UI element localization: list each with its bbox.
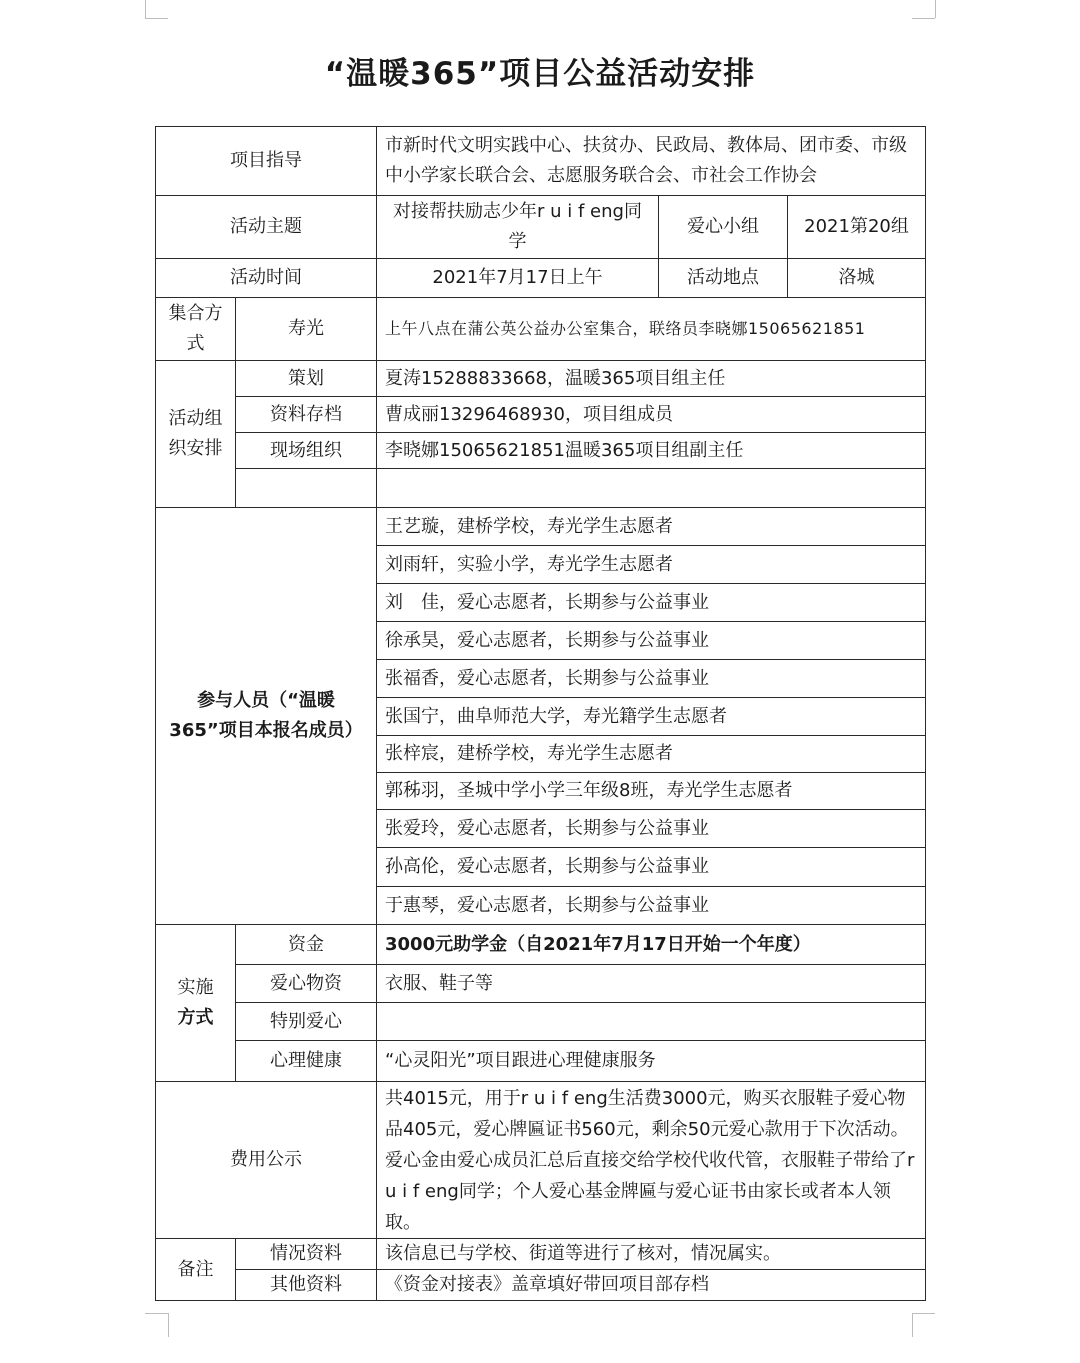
group-value: 2021第20组	[788, 196, 926, 259]
guidance-value: 市新时代文明实践中心、扶贫办、民政局、教体局、团市委、市级中小学家长联合会、志愿服务联合会、市社会工作协会	[377, 127, 926, 196]
implementation-item: 特别爱心	[236, 1003, 377, 1041]
implementation-item: 资金	[236, 925, 377, 965]
org-row	[156, 469, 926, 508]
org-role: 策划	[236, 361, 377, 397]
organization-label: 活动组织安排	[156, 361, 236, 508]
theme-value: 对接帮扶励志少年r u i f eng同学	[377, 196, 659, 259]
org-value: 李晓娜15065621851温暖365项目组副主任	[377, 433, 926, 469]
org-role: 资料存档	[236, 397, 377, 433]
org-role	[236, 469, 377, 508]
org-row	[156, 433, 926, 469]
time-label: 活动时间	[156, 259, 377, 298]
crop-mark-bottom-left	[168, 1313, 169, 1337]
participant-item: 张爱玲，爱心志愿者，长期参与公益事业	[377, 810, 926, 848]
remarks-label: 备注	[156, 1239, 236, 1301]
document-title: “温暖365”项目公益活动安排	[324, 56, 756, 92]
implementation-row	[156, 1041, 926, 1082]
implementation-label-line2: 方式	[177, 1007, 214, 1028]
implementation-value: “心灵阳光”项目跟进心理健康服务	[377, 1041, 926, 1082]
org-row	[156, 397, 926, 433]
implementation-value: 衣服、鞋子等	[377, 965, 926, 1003]
implementation-item: 心理健康	[236, 1041, 377, 1082]
implementation-row	[156, 965, 926, 1003]
gathering-row	[156, 298, 926, 361]
participant-item: 刘雨轩，实验小学，寿光学生志愿者	[377, 546, 926, 584]
participant-item: 张福香，爱心志愿者，长期参与公益事业	[377, 660, 926, 698]
expense-row	[156, 1082, 926, 1239]
remarks-row	[156, 1270, 926, 1301]
remarks-item: 情况资料	[236, 1239, 377, 1270]
org-value	[377, 469, 926, 508]
implementation-label-line1: 实施	[177, 977, 214, 998]
crop-mark-top-right	[935, 0, 936, 18]
crop-mark-bottom-right	[912, 1313, 935, 1314]
gathering-label: 集合方式	[156, 298, 236, 361]
place-label: 活动地点	[659, 259, 788, 298]
crop-mark-top-left	[145, 0, 146, 18]
participant-item: 张梓宸，建桥学校，寿光学生志愿者	[377, 736, 926, 773]
remarks-value: 该信息已与学校、街道等进行了核对，情况属实。	[377, 1239, 926, 1270]
implementation-row	[156, 1003, 926, 1041]
implementation-row	[156, 925, 926, 965]
guidance-row	[156, 127, 926, 196]
remarks-item: 其他资料	[236, 1270, 377, 1301]
participant-item: 张国宁，曲阜师范大学，寿光籍学生志愿者	[377, 698, 926, 736]
implementation-value: 3000元助学金（自2021年7月17日开始一个年度）	[377, 925, 926, 965]
participant-item: 孙高伦，爱心志愿者，长期参与公益事业	[377, 848, 926, 887]
org-row	[156, 361, 926, 397]
remarks-row	[156, 1239, 926, 1270]
implementation-item: 爱心物资	[236, 965, 377, 1003]
participant-item: 王艺璇，建桥学校，寿光学生志愿者	[377, 508, 926, 546]
participant-item: 徐承昊，爱心志愿者，长期参与公益事业	[377, 622, 926, 660]
crop-mark-top-left	[145, 18, 168, 19]
expense-label: 费用公示	[156, 1082, 377, 1239]
implementation-label	[156, 925, 236, 1082]
time-row	[156, 259, 926, 298]
participants-label: 参与人员（“温暖365”项目本报名成员）	[156, 508, 377, 925]
implementation-value	[377, 1003, 926, 1041]
participant-item: 于惠琴，爱心志愿者，长期参与公益事业	[377, 887, 926, 925]
group-label: 爱心小组	[659, 196, 788, 259]
org-value: 夏涛15288833668，温暖365项目组主任	[377, 361, 926, 397]
theme-row	[156, 196, 926, 259]
remarks-value: 《资金对接表》盖章填好带回项目部存档	[377, 1270, 926, 1301]
place-value: 洛城	[788, 259, 926, 298]
gathering-sublabel: 寿光	[236, 298, 377, 361]
participant-item: 郭秭羽，圣城中学小学三年级8班，寿光学生志愿者	[377, 773, 926, 810]
org-value: 曹成丽13296468930，项目组成员	[377, 397, 926, 433]
guidance-label: 项目指导	[156, 127, 377, 196]
crop-mark-bottom-left	[145, 1313, 168, 1314]
org-role: 现场组织	[236, 433, 377, 469]
participant-item: 刘 佳，爱心志愿者，长期参与公益事业	[377, 584, 926, 622]
crop-mark-bottom-right	[912, 1313, 913, 1337]
gathering-value: 上午八点在蒲公英公益办公室集合，联络员李晓娜15065621851	[377, 298, 926, 361]
activity-table	[155, 126, 926, 1301]
expense-value: 共4015元，用于r u i f eng生活费3000元，购买衣服鞋子爱心物品405元，爱心牌匾证书560元，剩余50元爱心款用于下次活动。爱心金由爱心成员汇总后直接交给学校代收代管，衣服鞋子带给了r u i f eng同学；个人爱心基金牌匾与爱心证书由家长或者本人领取。	[377, 1082, 926, 1239]
crop-mark-top-right	[912, 18, 935, 19]
time-value: 2021年7月17日上午	[377, 259, 659, 298]
participant-row	[156, 508, 926, 546]
theme-label: 活动主题	[156, 196, 377, 259]
